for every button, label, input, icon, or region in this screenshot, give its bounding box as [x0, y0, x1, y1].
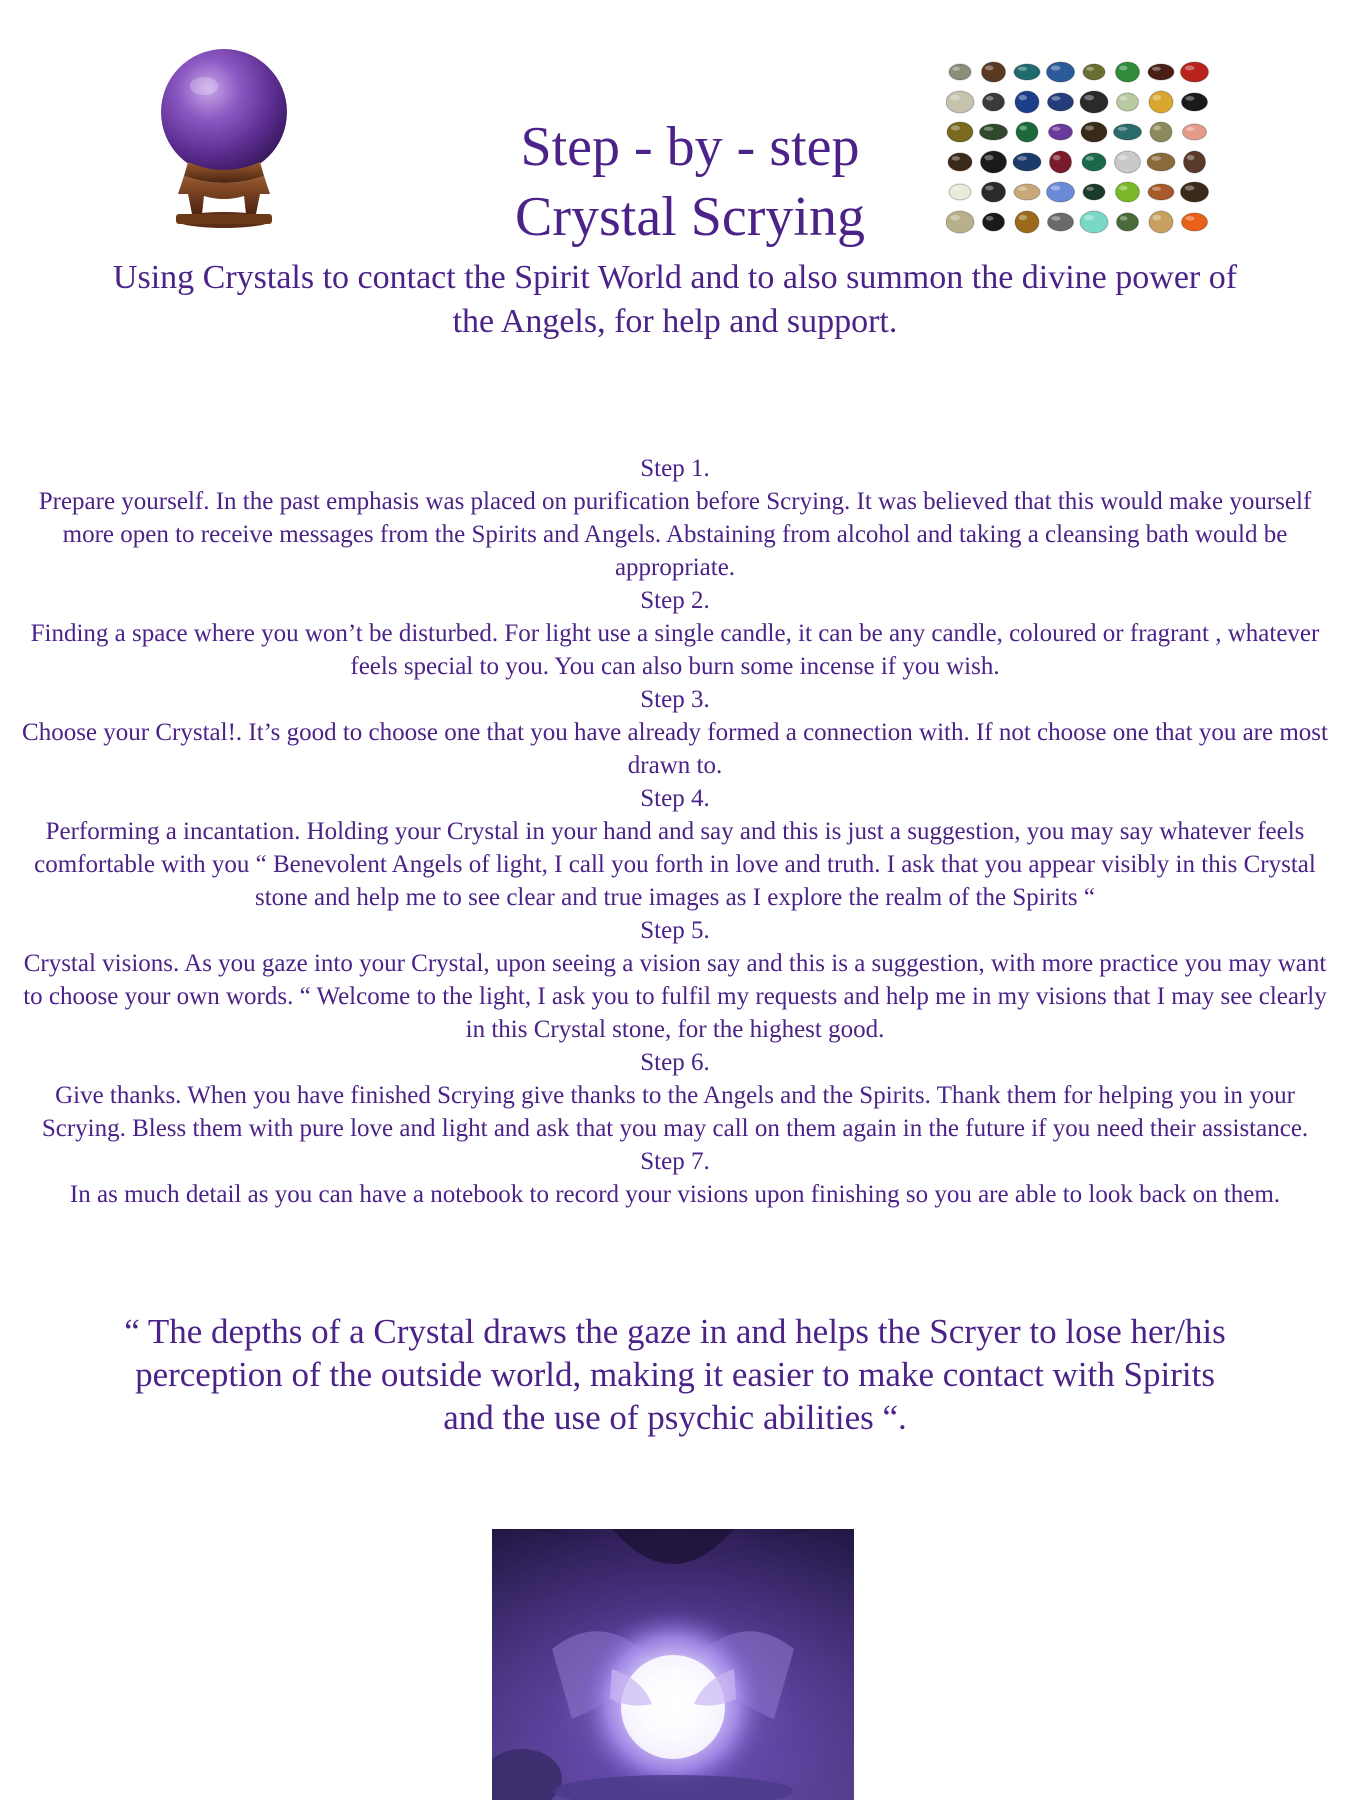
tumbled-stone: [1149, 211, 1173, 233]
tumbled-stone: [1082, 153, 1106, 171]
tumbled-stone: [980, 124, 1008, 140]
stone-highlight: [1185, 96, 1194, 101]
step-heading: Step 4.: [640, 785, 710, 812]
step-4: [18, 782, 1332, 914]
tumbled-stone: [982, 62, 1006, 82]
step-body: Give thanks. When you have finished Scrying give thanks to the Angels and the Spirits. Thank them for helping you in your Scrying. Bless them with pure love and light and ask that you may call on them again in the future if you need their assistance.: [41, 1082, 1309, 1142]
tumbled-stone: [1148, 184, 1174, 200]
tumbled-stone: [1080, 211, 1108, 233]
stone-highlight: [1153, 95, 1161, 101]
step-3: [18, 683, 1332, 782]
tumbled-stone: [1013, 153, 1041, 171]
tumbled-stone: [1047, 62, 1075, 82]
tumbled-stone: [1048, 93, 1074, 111]
tumbled-stone: [1182, 93, 1208, 111]
stone-highlight: [1084, 95, 1094, 101]
stone-highlight: [950, 95, 960, 101]
stone-highlight: [1152, 187, 1161, 191]
stone-highlight: [1151, 156, 1161, 161]
step-body: Prepare yourself. In the past emphasis was placed on purification before Scrying. It was believed that this would make yourself more open to receive messages from the Spirits and Angels. Abstaining from alcohol and taking a cleansing bath would be appropriate.: [38, 488, 1312, 581]
stone-highlight: [1153, 215, 1161, 221]
stone-highlight: [1185, 216, 1194, 221]
tumbled-stone: [1116, 182, 1140, 202]
stone-highlight: [1086, 156, 1094, 161]
stone-highlight: [1019, 215, 1027, 221]
step-7: [18, 1145, 1332, 1211]
stone-highlight: [984, 155, 993, 161]
tumbled-stone: [1181, 182, 1209, 202]
stone-highlight: [1019, 126, 1027, 131]
stone-highlight: [986, 96, 994, 101]
tumbled-stone: [1049, 124, 1073, 140]
title-line-1: Step - by - step: [520, 116, 860, 178]
tumbled-stone: [981, 151, 1007, 173]
stone-highlight: [985, 66, 993, 71]
tumbled-stone: [949, 64, 971, 80]
tumbled-stone: [1016, 122, 1038, 142]
tumbled-stone: [1150, 122, 1172, 142]
stone-highlight: [1118, 127, 1128, 131]
step-heading: Step 2.: [640, 587, 710, 614]
stone-highlight: [1051, 186, 1061, 191]
stone-highlight: [1053, 155, 1061, 161]
tumbled-stone: [1014, 184, 1040, 200]
page-subtitle: Using Crystals to contact the Spirit World and to also summon the divine power of the Angels, for help and support.: [112, 259, 1238, 340]
stone-highlight: [1017, 156, 1027, 161]
stone-highlight: [984, 127, 994, 131]
amethyst-sphere-image: [148, 44, 298, 236]
tumbled-stone: [1149, 91, 1173, 113]
stone-highlight: [1185, 186, 1195, 191]
tumbled-stone: [1048, 213, 1074, 231]
step-body: In as much detail as you can have a notebook to record your visions upon finishing so you are able to look back on them.: [69, 1181, 1281, 1208]
step-body: Performing a incantation. Holding your Crystal in your hand and say and this is just a suggestion, you may say whatever feels comfortable with you “ Benevolent Angels of light, I call you forth in love and truth. I ask that you appear visibly in this Crystal stone and help me to see clear and true images as I explore the realm of the Spirits “: [34, 818, 1316, 911]
stone-highlight: [1186, 127, 1194, 131]
stone-highlight: [1051, 96, 1060, 101]
stone-highlight: [1084, 215, 1094, 221]
closing-quote: “ The depths of a Crystal draws the gaze in and helps the Scryer to lose her/his perception of the outside world, making it easier to make contact with Spirits and the use of psychic abilities “.: [124, 1312, 1226, 1437]
tumbled-stone: [1050, 151, 1072, 173]
tumbled-stone: [983, 213, 1005, 231]
step-heading: Step 1.: [640, 455, 710, 482]
tumbled-stone: [1115, 151, 1141, 173]
stone-highlight: [1052, 127, 1060, 131]
stone-highlight: [1051, 216, 1060, 221]
tumbled-stone: [1148, 64, 1174, 80]
stone-highlight: [1018, 67, 1027, 71]
steps-list: [18, 452, 1332, 1211]
stone-highlight: [1086, 67, 1094, 71]
step-1: [18, 452, 1332, 584]
stone-highlight: [1120, 96, 1128, 101]
stone-highlight: [1187, 155, 1195, 161]
tumbled-stone: [983, 93, 1005, 111]
stone-highlight: [1085, 126, 1094, 131]
step-heading: Step 6.: [640, 1049, 710, 1076]
step-6: [18, 1046, 1332, 1145]
stone-highlight: [1152, 67, 1161, 71]
tumbled-stone: [1183, 124, 1207, 140]
tumbled-stone: [1181, 62, 1209, 82]
tumbled-stone: [982, 182, 1006, 202]
tumbled-stone: [1015, 91, 1039, 113]
tumbled-stone: [1083, 184, 1105, 200]
page-title: [400, 112, 980, 252]
tumbled-stone: [1080, 91, 1108, 113]
stone-highlight: [952, 67, 960, 71]
tumbled-stone: [1117, 213, 1139, 231]
tumbled-stone: [1117, 93, 1139, 111]
stone-highlight: [1153, 126, 1161, 131]
stone-highlight: [1018, 187, 1027, 191]
tumbled-stone: [1182, 213, 1208, 231]
stone-highlight: [1120, 216, 1128, 221]
tumbled-stone: [1147, 153, 1175, 171]
step-5: [18, 914, 1332, 1046]
stone-highlight: [1119, 186, 1127, 191]
tumbled-stone: [1114, 124, 1142, 140]
tumbled-stone: [1015, 211, 1039, 233]
tumbled-stone: [1014, 64, 1040, 80]
stone-highlight: [986, 216, 994, 221]
stone-highlight: [1051, 66, 1061, 71]
step-body: Finding a space where you won’t be disturbed. For light use a single candle, it can be any candle, coloured or fragrant , whatever feels special to you. You can also burn some incense if you wish.: [30, 620, 1320, 680]
tumbled-stones-image: [946, 60, 1216, 242]
step-body: Crystal visions. As you gaze into your Crystal, upon seeing a vision say and this is a suggestion, with more practice you may want to choose your own words. “ Welcome to the light, I ask you to fulfil my requests and help me in my visions that I may see clearly in this Crystal stone, for the highest good.: [23, 950, 1327, 1043]
scrying-scene-image: [492, 1529, 854, 1800]
step-heading: Step 7.: [640, 1148, 710, 1175]
tumbled-stone: [946, 91, 974, 113]
tumbled-stone: [1184, 151, 1206, 173]
stone-highlight: [1185, 66, 1195, 71]
stone-highlight: [985, 186, 993, 191]
stone-highlight: [1019, 95, 1027, 101]
tumbled-stone: [1047, 182, 1075, 202]
tumbled-stone: [1083, 64, 1105, 80]
step-body: Choose your Crystal!. It’s good to choose one that you have already formed a connection with. If not choose one that you are most drawn to.: [22, 719, 1328, 779]
step-2: [18, 584, 1332, 683]
title-line-2: Crystal Scrying: [515, 186, 865, 248]
tumbled-stone: [1116, 62, 1140, 82]
stone-highlight: [1086, 187, 1094, 191]
step-heading: Step 5.: [640, 917, 710, 944]
stone-highlight: [1119, 66, 1127, 71]
tumbled-stone: [1081, 122, 1107, 142]
step-heading: Step 3.: [640, 686, 710, 713]
stone-highlight: [1118, 155, 1127, 161]
